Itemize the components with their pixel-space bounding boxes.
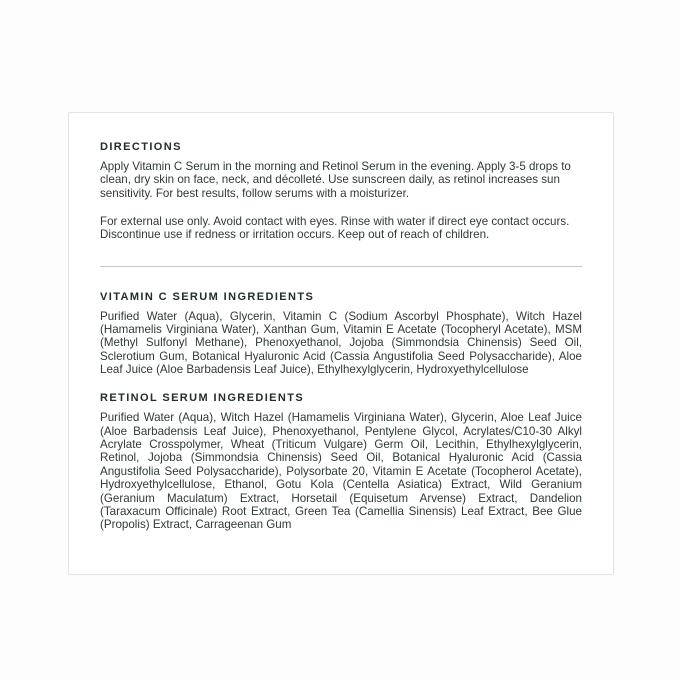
- retinol-ingredients-list: Purified Water (Aqua), Witch Hazel (Hamamelis Virginiana Water), Glycerin, Aloe Leaf Juice (Aloe Barbadensis Leaf Juice), Phenoxyethanol, Pentylene Glycol, Acrylates/C10-30 Alkyl Acrylate Crosspolymer, Wheat (Triticum Vulgare) Germ Oil, Lecithin, Ethylhexylglycerin, Retinol, Jojoba (Simmondsia Chinensis) Seed Oil, Botanical Hyaluronic Acid (Cassia Angustifolia Seed Polysaccharide), Polysorbate 20, Vitamin E Acetate (Tocopherol Acetate), Hydroxyethylcellulose, Ethanol, Gotu Kola (Centella Asiatica) Extract, Wild Geranium (Geranium Maculatum) Extract, Horsetail (Equisetum Arvense) Extract, Dandelion (Taraxacum Officinale) Root Extract, Green Tea (Camellia Sinensis) Leaf Extract, Bee Glue (Propolis) Extract, Carrageenan Gum: [100, 411, 582, 532]
- directions-heading: DIRECTIONS: [100, 141, 182, 153]
- directions-section: [100, 141, 582, 242]
- vitamin-c-ingredients-section: [100, 291, 582, 377]
- vitamin-c-ingredients-heading: VITAMIN C SERUM INGREDIENTS: [100, 290, 315, 303]
- vitamin-c-ingredients-list: Purified Water (Aqua), Glycerin, Vitamin C (Sodium Ascorbyl Phosphate), Witch Hazel (Hamamelis Virginiana Water), Xanthan Gum, Vitamin E Acetate (Tocopheryl Acetate), MSM (Methyl Sulfonyl Methane), Phenoxyethanol, Jojoba (Simmondsia Chinensis) Seed Oil, Sclerotium Gum, Botanical Hyaluronic Acid (Cassia Angustifolia Seed Polysaccharide), Aloe Leaf Juice (Aloe Barbadensis Leaf Juice), Ethylhexylglycerin, Hydroxyethylcellulose: [100, 309, 582, 377]
- retinol-ingredients-section: [100, 392, 582, 531]
- external-use-warning-text: For external use only. Avoid contact with eyes. Rinse with water if direct eye contact occurs. Discontinue use if redness or irritation occurs. Keep out of reach of children.: [100, 215, 570, 242]
- retinol-ingredients-heading: RETINOL SERUM INGREDIENTS: [100, 392, 305, 405]
- directions-text: Apply Vitamin C Serum in the morning and Retinol Serum in the evening. Apply 3-5 drops to clean, dry skin on face, neck, and décolleté. Use sunscreen daily, as retinol increases sun sensitivity. For best results, follow serums with a moisturizer.: [100, 160, 571, 200]
- label-card: [68, 112, 614, 575]
- section-divider: [100, 266, 582, 267]
